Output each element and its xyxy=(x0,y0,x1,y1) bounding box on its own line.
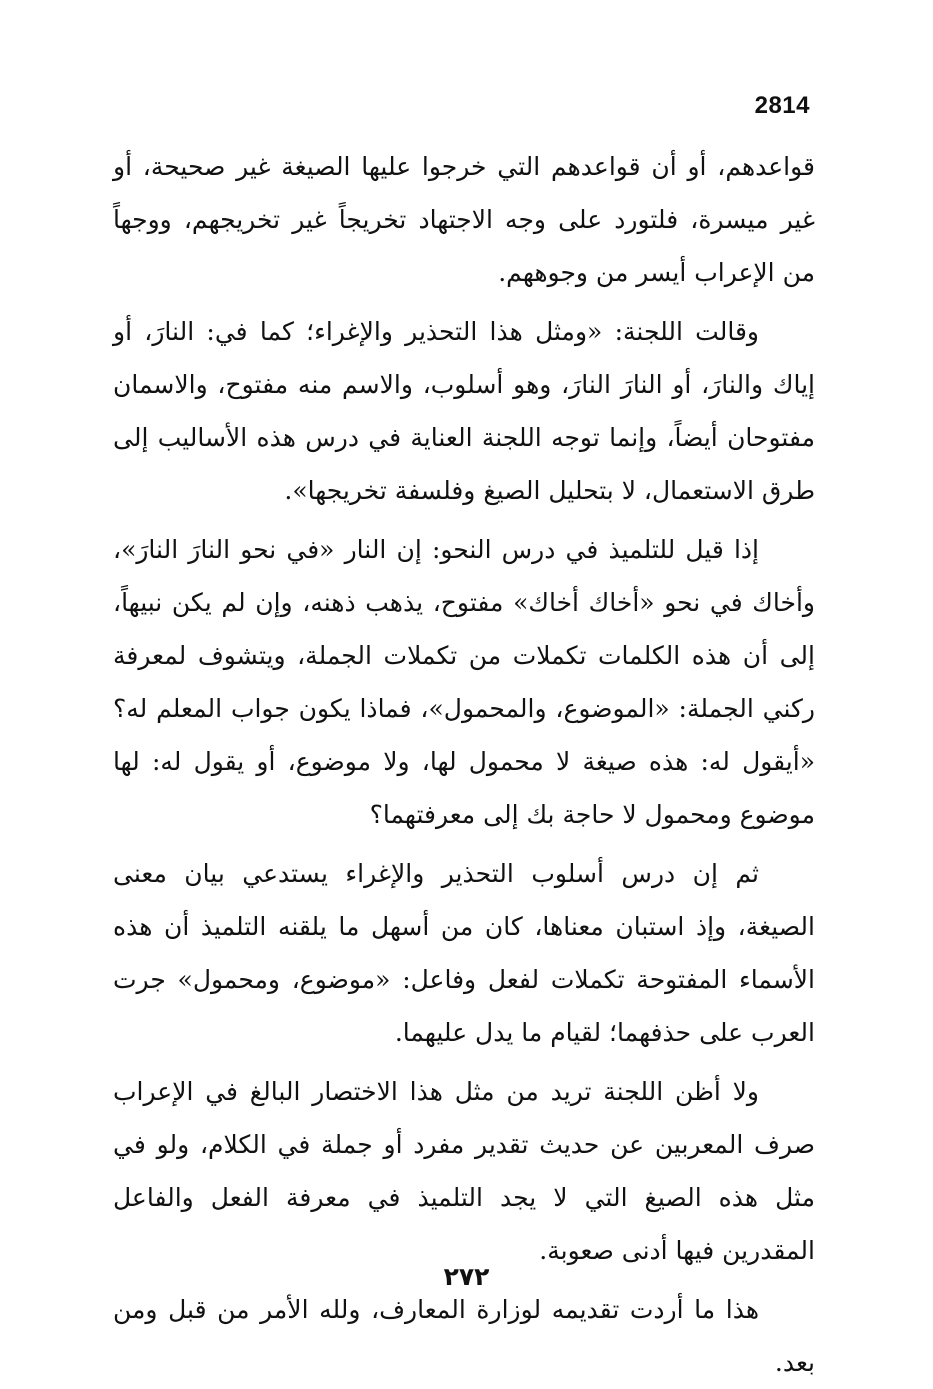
paragraph: قواعدهم، أو أن قواعدهم التي خرجوا عليها الصيغة غير صحيحة، أو غير ميسرة، فلتورد على وجه الاجتهاد تخريجاً غير تخريجهم، ووجهاً من الإعراب أيسر من وجوههم. xyxy=(113,152,815,287)
paragraph: إذا قيل للتلميذ في درس النحو: إن النار «في نحو النارَ النارَ»، وأخاك في نحو «أخاك أخاك» مفتوح، يذهب ذهنه، وإن لم يكن نبيهاً، إلى أن هذه الكلمات تكملات من تكملات الجملة، ويتشوف لمعرفة ركني الجملة: «الموضوع، والمحمول»، فماذا يكون جواب المعلم له؟ «أيقول له: هذه صيغة لا محمول لها، ولا موضوع، أو يقول له: لها موضوع ومحمول لا حاجة بك إلى معرفتهما؟ xyxy=(113,535,815,829)
body-text xyxy=(113,140,815,1389)
paragraph: هذا ما أردت تقديمه لوزارة المعارف، ولله الأمر من قبل ومن بعد. xyxy=(113,1295,815,1377)
paragraph: ثم إن درس أسلوب التحذير والإغراء يستدعي بيان معنى الصيغة، وإذ استبان معناها، كان من أسهل ما يلقنه التلميذ أن هذه الأسماء المفتوحة تكملات لفعل وفاعل: «موضوع، ومحمول» جرت العرب على حذفهما؛ لقيام ما يدل عليهما. xyxy=(113,859,815,1047)
page-number-top: 2814 xyxy=(754,92,810,119)
page-number-bottom: ٢٧٢ xyxy=(443,1262,490,1291)
paragraph: وقالت اللجنة: «ومثل هذا التحذير والإغراء؛ كما في: النارَ، أو إياك والنارَ، أو النارَ النارَ، وهو أسلوب، والاسم منه مفتوح، والاسمان مفتوحان أيضاً، وإنما توجه اللجنة العناية في درس هذه الأساليب إلى طرق الاستعمال، لا بتحليل الصيغ وفلسفة تخريجها». xyxy=(113,317,815,505)
paragraph: ولا أظن اللجنة تريد من مثل هذا الاختصار البالغ في الإعراب صرف المعربين عن حديث تقدير مفرد أو جملة في الكلام، ولو في مثل هذه الصيغ التي لا يجد التلميذ في معرفة الفعل والفاعل المقدرين فيها أدنى صعوبة. xyxy=(113,1077,815,1265)
